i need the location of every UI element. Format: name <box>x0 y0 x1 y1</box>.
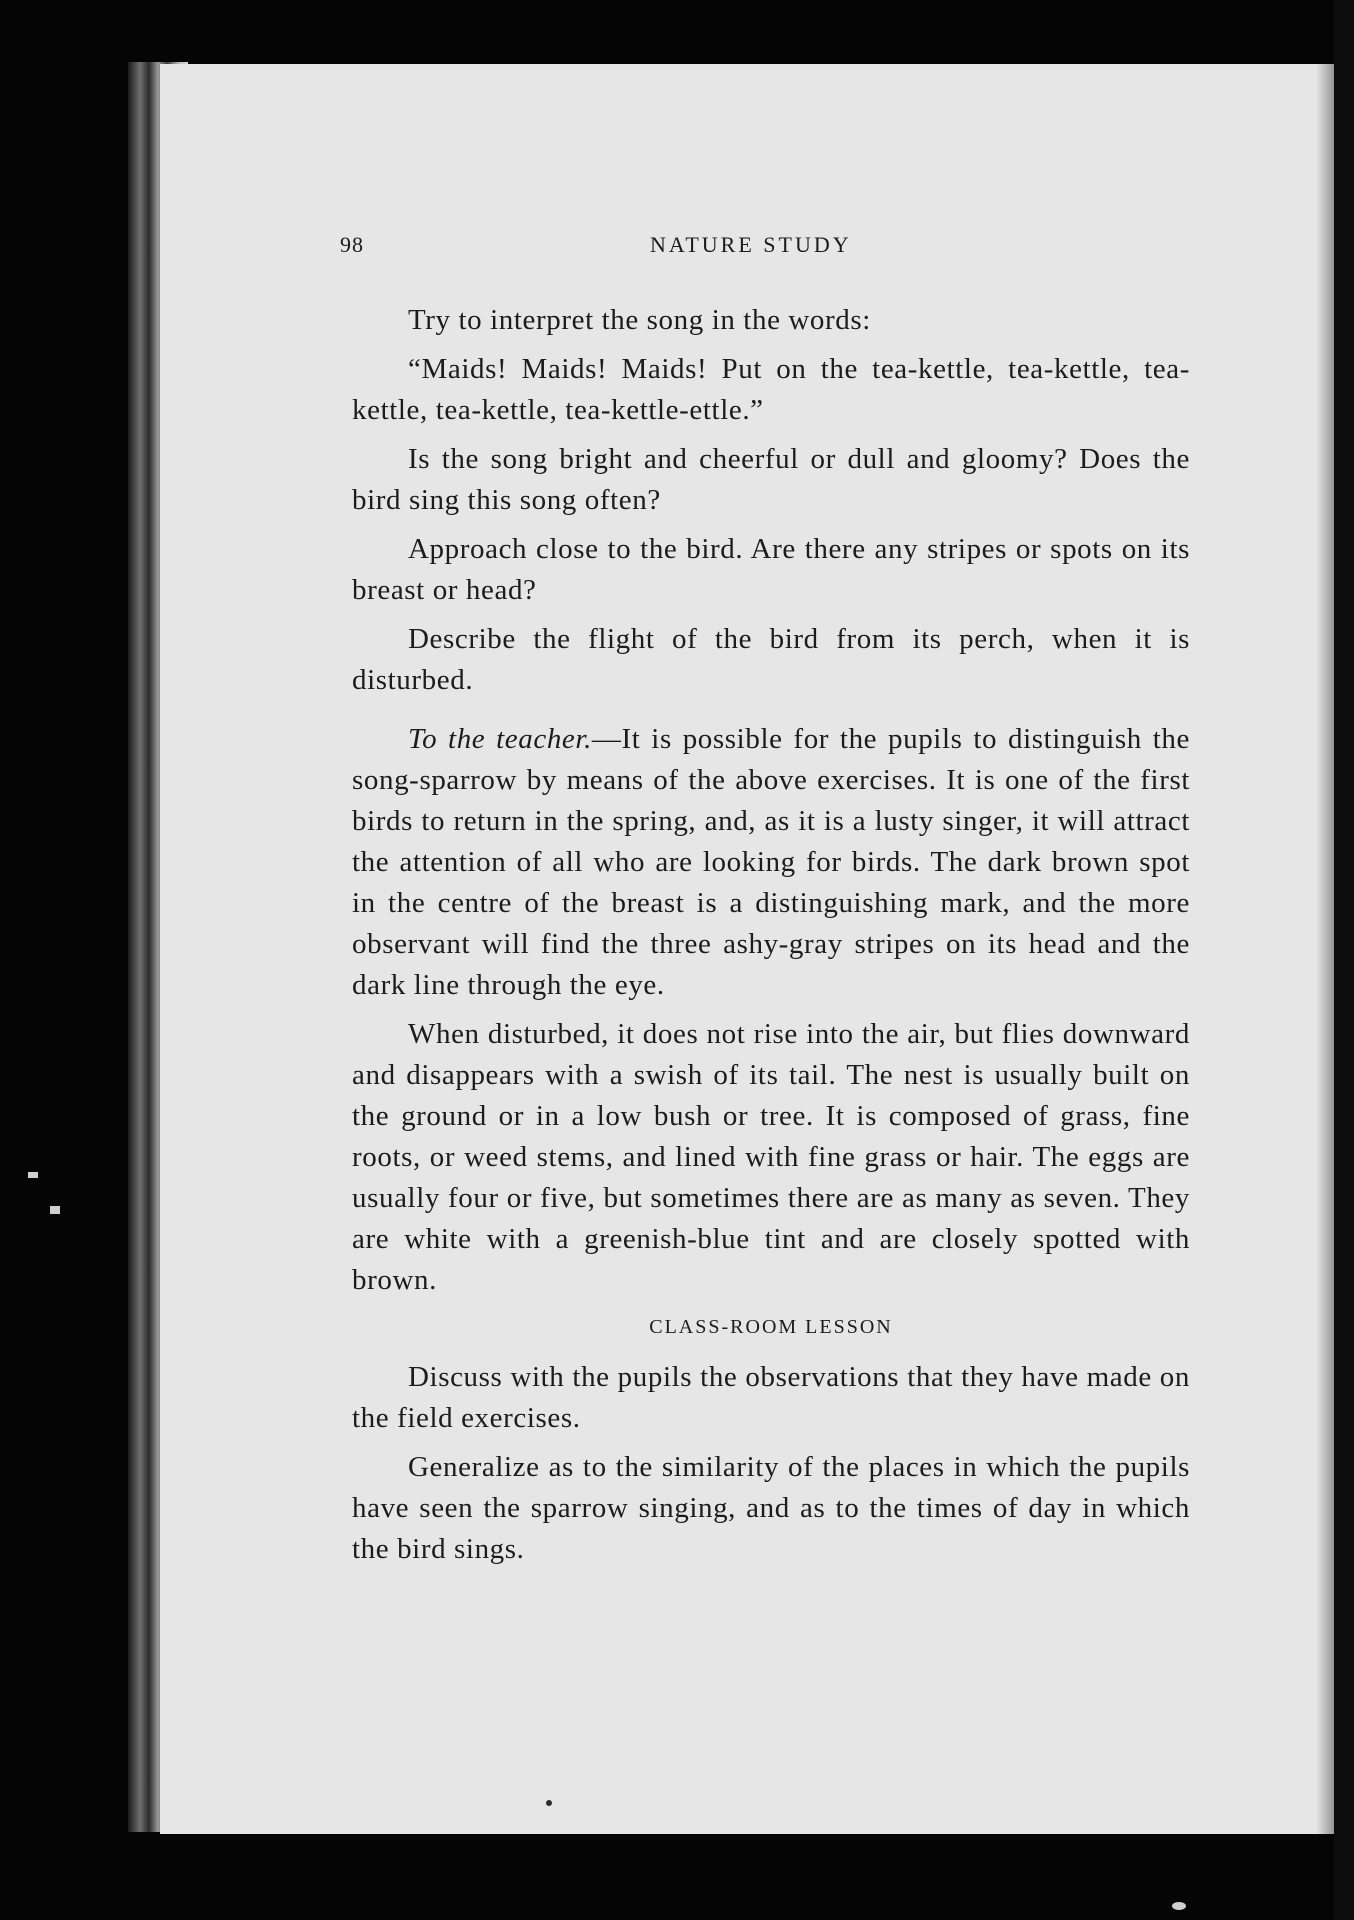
paragraph: “Maids! Maids! Maids! Put on the tea-kettle, tea-kettle, tea-kettle, tea-kettle, tea-kettle-ettle.” <box>352 353 1190 426</box>
section-heading: CLASS-ROOM LESSON <box>649 1316 893 1338</box>
paragraph: When disturbed, it does not rise into the air, but flies downward and disappears with a swish of its tail. The nest is usually built on the ground or in a low bush or tree. It is composed of grass, fine roots, or weed stems, and lined with fine grass or hair. The eggs are usually four or five, but sometimes there are as many as seven. They are white with a greenish-blue tint and are closely spotted with brown. <box>352 1018 1190 1296</box>
teacher-note-text: —It is possible for the pupils to distinguish the song-sparrow by means of the above exercises. It is one of the first birds to return in the spring, and, as it is a lusty singer, it will attract the attention of all who are looking for birds. The dark brown spot in the centre of the breast is a distinguishing mark, and the more observant will find the three ashy-gray stripes on its head and the dark line through the eye. <box>352 723 1190 1001</box>
margin-speck <box>28 1172 38 1178</box>
ink-speck <box>546 1800 552 1806</box>
paragraph: Discuss with the pupils the observations that they have made on the field exercises. <box>352 1361 1190 1434</box>
right-margin-dark <box>1334 0 1354 1920</box>
page-text <box>352 300 1190 1578</box>
page-header <box>340 232 1190 272</box>
page-number: 98 <box>340 232 364 257</box>
teacher-note <box>352 719 1190 1006</box>
paragraph: Approach close to the bird. Are there any stripes or spots on its breast or head? <box>352 533 1190 606</box>
paragraph: Try to interpret the song in the words: <box>408 304 871 336</box>
ink-speck <box>1172 1902 1186 1910</box>
running-title: NATURE STUDY <box>650 232 852 257</box>
teacher-note-lead: To the teacher. <box>408 723 592 755</box>
margin-speck <box>50 1206 60 1214</box>
gutter-shadow <box>1316 64 1334 1834</box>
paragraph: Describe the flight of the bird from its perch, when it is disturbed. <box>352 623 1190 696</box>
paragraph: Generalize as to the similarity of the places in which the pupils have seen the sparrow singing, and as to the times of day in which the bird sings. <box>352 1451 1190 1565</box>
paragraph: Is the song bright and cheerful or dull and gloomy? Does the bird sing this song often? <box>352 443 1190 516</box>
